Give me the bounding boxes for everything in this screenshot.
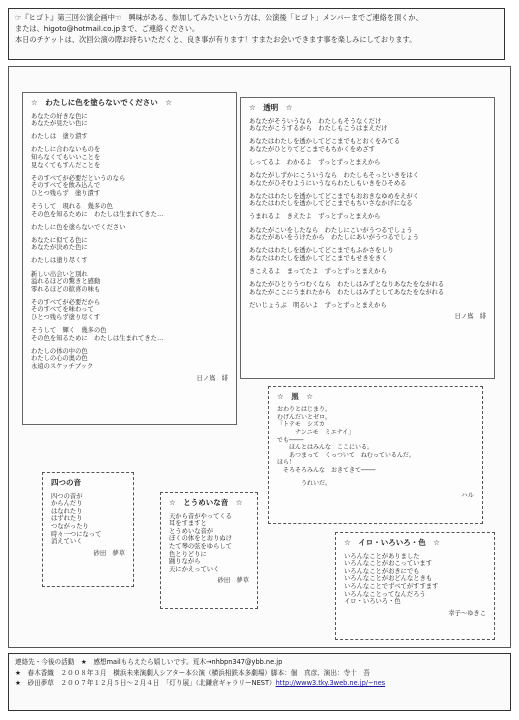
- poem-line: わたしの体の中の色: [31, 347, 88, 355]
- poem-line: でも────: [277, 436, 304, 444]
- footer-activity-line-2: [15, 678, 504, 689]
- poem-title: ☆ わたしに色を塗らないでください ☆: [31, 98, 172, 107]
- poem-line: ひとつ残らず 塗り潰す: [31, 189, 101, 197]
- poem-line: あなたはわたしを透かしてどこまでもせきをきく: [249, 254, 388, 262]
- announcement-line-3: 本日のチケットは、次回公演の際お持ちいただくと、良き事が有ります！すまたお会いできます事を楽しみにしております。: [15, 35, 417, 44]
- poem-title: ☆ 透明 ☆: [249, 103, 293, 112]
- poem-line: わたしに合わないものを: [31, 146, 101, 154]
- poem-line: あなたがこうするから わたしもこうはまえだけ: [249, 125, 388, 133]
- poem-line: おわりとはじまり。: [277, 406, 332, 414]
- poem-line: いろんなことがおどんなときも: [344, 575, 433, 583]
- poem-line: あなたがひとりてどこまでもちかくをめざす: [249, 145, 375, 153]
- poem-line: ひとつ残らず塗り尽くす: [31, 313, 101, 321]
- announcement-box: [8, 8, 505, 60]
- poem-line: つながったり: [51, 522, 89, 530]
- poem-line: 永遠のスケッチブック: [31, 362, 94, 370]
- poem-line: うまれるよ きえたよ ずっとずっとまえから: [249, 213, 381, 221]
- poem-line: いろんなことってなんだろう: [344, 590, 426, 598]
- poem-line: きこえるよ まってたよ ずっとずっとまえから: [249, 267, 387, 275]
- poem-line: あなたはわたしを透かしてどこまでもふかさをしり: [249, 247, 394, 255]
- poem-line: そうして 輝く 幾多の色: [31, 327, 107, 335]
- poem-line: 消えていく: [51, 538, 83, 546]
- poem-line: その色を知るために わたしは生まれてきた…: [31, 334, 164, 342]
- poem-line: ナンニモ ミエナイ」: [277, 429, 355, 437]
- poem-iro-iroiro-iro: [335, 532, 495, 640]
- poem-line: ほんとはみんな ここにいる。: [277, 444, 374, 452]
- poem-line: 天にかえっていく: [169, 565, 220, 573]
- poem-body: [249, 118, 486, 310]
- poem-title: ☆ とうめいな音 ☆: [169, 498, 243, 507]
- poem-toumei-na-oto: [160, 492, 258, 609]
- poem-line: うれいだ。: [277, 480, 332, 488]
- poem-body: [344, 553, 486, 606]
- poem-line: そのすべてが必要だから: [31, 298, 101, 306]
- poem-line: むげんだいとゼロ。: [277, 413, 331, 421]
- poem-title: 四つの音: [51, 478, 81, 487]
- poem-line: 見なくてもすんだことを: [31, 161, 101, 169]
- poem-line: あなたがそういうなら わたしもそうなくだけ: [249, 117, 382, 125]
- poem-line: そうして 現れる 幾多の色: [31, 202, 113, 210]
- poem-line: あなたがこいをしたなら わたしにこいがうつるでしょう: [249, 226, 413, 234]
- poem-line: いろんなことがおきにでも: [344, 567, 420, 575]
- poem-line: 新しい出会いと別れ: [31, 270, 88, 278]
- poem-line: いろんなことがありました: [344, 552, 420, 560]
- poem-author: 砂田 夢草: [93, 549, 125, 557]
- footer-contact-line: 連絡先・今後の活動 ★ 感想mailもらえたら嬉しいです。荒木→nhbpn347@ybb.ne.jp: [15, 658, 283, 666]
- poem-line: わたしに色を塗らないでください: [31, 223, 126, 231]
- poem-line: たて琴の弦をゆらして: [169, 542, 232, 550]
- poem-author: 日ノ嶌 緋: [196, 374, 228, 382]
- footer-activity-text: ★ 砂田夢草 ２００７年１２月５日〜２月４日 「灯り展」（北鎌倉ギャラリーNEST）: [15, 679, 276, 687]
- poem-line: あなたに似てる色に: [31, 236, 88, 244]
- poem-title: ☆ 黒 ☆: [277, 392, 313, 401]
- poem-line: あなたが決めた色に: [31, 244, 88, 252]
- poem-line: あなたはわたしを透かしてどこまでもちいさなかげになる: [249, 200, 413, 208]
- poem-line: あなたがここにうまれたから わたしはみずとしてあなたをながれる: [249, 288, 445, 296]
- poem-line: あなたはわたしを透かしてどこまでもおおきなゆめをえがく: [249, 192, 420, 200]
- announcement-line-2: または、higoto@hotmail.co.jpまで、ご連絡ください。: [15, 24, 200, 33]
- poem-line: あつまって くっついて ねむっているんだ。: [277, 451, 415, 459]
- poem-line: 耳をすますと: [169, 520, 207, 528]
- poem-author: 日ノ嶌 緋: [454, 313, 486, 321]
- announcement-line-1: ☞『ヒゴト』第三回公演企画中☜ 興味がある、参加してみたいという方は、公演後「ヒゴト」メンバーまでご連絡を頂くか、: [15, 13, 423, 22]
- poem-body: [277, 406, 474, 487]
- poem-iro-wo-nuranaide: [22, 92, 237, 425]
- poem-line: あなたが見たい色に: [31, 120, 88, 128]
- poem-body: [31, 113, 228, 371]
- poem-line: はなれたり: [51, 507, 83, 515]
- poem-toumei: [240, 97, 495, 379]
- poem-line: そのすべてを飲み込んで: [31, 182, 101, 190]
- poem-body: [51, 493, 125, 546]
- poem-line: そのすべてが必要だというのなら: [31, 174, 126, 182]
- poem-line: とうめいな音が: [169, 527, 214, 535]
- poem-line: 知らなくてもいいことを: [31, 153, 101, 161]
- poem-line: しってるよ わかるよ ずっとずっとまえから: [249, 158, 381, 166]
- poem-line: わたしの心の奥の色: [31, 355, 88, 363]
- poem-line: そのすべてを味わって: [31, 306, 94, 314]
- poem-line: わたしは 塗り潰す: [31, 133, 88, 141]
- poem-line: あなたがひとりうつむくなら わたしはみずとなりあなたをながれる: [249, 281, 445, 288]
- poem-author: 幸子〜ゆきこ: [448, 609, 486, 617]
- poem-line: あなたの好きな色に: [31, 112, 88, 120]
- poem-author: ハル: [461, 491, 474, 499]
- poem-line: わたしは塗り尽くす: [31, 257, 88, 265]
- poem-title: ☆ イロ・いろいろ・色 ☆: [344, 538, 440, 547]
- poem-line: 四つの音が: [51, 492, 83, 500]
- poem-line: いろんなことでずべてがすすます: [344, 582, 439, 590]
- poem-line: はずれたり: [51, 515, 83, 523]
- poem-line: イロ・いろいろ・色: [344, 598, 401, 606]
- poem-line: そろそろみんな おきてきて────: [277, 467, 376, 475]
- poem-line: ぼくの体をとおりぬけ: [169, 535, 232, 543]
- poem-line: 色とりどりに: [169, 550, 207, 558]
- poem-author: 砂田 夢草: [217, 577, 249, 585]
- poem-line: 溢れるほどの驚きと感動: [31, 278, 101, 286]
- poem-line: あなたがひそむようにいうならわたしもいきをひそめる: [249, 179, 407, 187]
- poem-line: あなたはわたしを透かしてどこまでもとおくをみてる: [249, 138, 401, 146]
- poem-line: ほら！: [277, 459, 296, 467]
- poem-line: 踊りながら: [169, 558, 201, 566]
- poem-line: あなたがあいをうけたから わたしにあいがうつるでしょう: [249, 234, 419, 242]
- poem-line: からんだり: [51, 500, 83, 508]
- poem-kuro: [268, 386, 483, 524]
- poem-line: 零れるほどの歓喜の味も: [31, 285, 101, 293]
- footer-activity-line-1: ★ 春木香織 ２００８年３月 横浜未来演劇人シアター本公演（横浜相鉄本多劇場）脚本：個 真彦、演出：寺十 吾: [15, 668, 370, 677]
- poem-line: 時々一つになって: [51, 530, 102, 538]
- poem-line: 「トテモ シズカ: [277, 421, 325, 429]
- poem-yottsu-no-oto: [42, 472, 134, 587]
- poem-body: [169, 513, 249, 574]
- gallery-link[interactable]: http://www3.tky.3web.ne.jp/~nes: [275, 679, 386, 687]
- poem-line: いろんなことがおこっています: [344, 560, 433, 568]
- poem-line: 天から音がやってくる: [169, 512, 232, 520]
- poem-line: あなたがしずかにこういうなら わたしもそっといきをはく: [249, 172, 420, 180]
- poem-line: その色を知るために わたしは生まれてきた…: [31, 210, 164, 218]
- contact-footer: [8, 653, 511, 711]
- poem-line: だいじょうぶ 明るいよ ずっとずっとまえから: [249, 301, 387, 309]
